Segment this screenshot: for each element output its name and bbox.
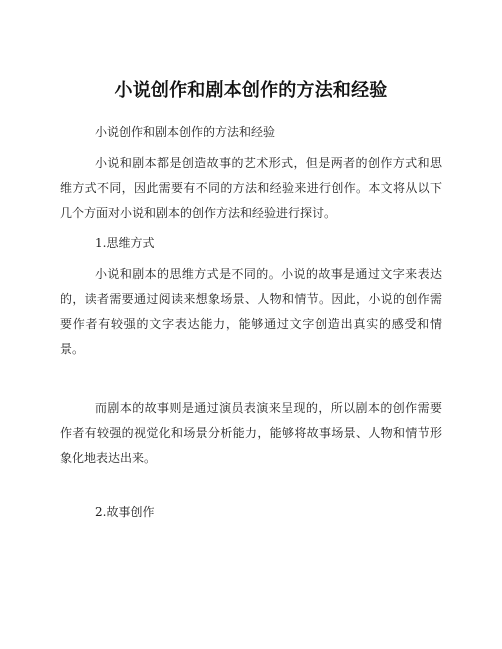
section-paragraph: 小说和剧本的思维方式是不同的。小说的故事是通过文字来表达的，读者需要通过阅读来想象场景、人物和情节。因此，小说的创作需要作者有较强的文字表达能力，能够通过文字创造出真实的感受和情景。 bbox=[60, 267, 442, 356]
document-title: 小说创作和剧本创作的方法和经验 bbox=[114, 80, 388, 101]
section-heading-story: 2.故事创作 bbox=[95, 505, 155, 519]
document-subtitle: 小说创作和剧本创作的方法和经验 bbox=[95, 125, 276, 139]
section-paragraph: 而剧本的故事则是通过演员表演来呈现的，所以剧本的创作需要作者有较强的视觉化和场景分析能力，能够将故事场景、人物和情节形象化地表达出来。 bbox=[60, 401, 442, 465]
intro-paragraph: 小说和剧本都是创造故事的艺术形式，但是两者的创作方式和思维方式不同，因此需要有不同的方法和经验来进行创作。本文将从以下几个方面对小说和剧本的创作方法和经验进行探讨。 bbox=[60, 156, 442, 220]
section-heading-thinking: 1.思维方式 bbox=[95, 236, 155, 250]
